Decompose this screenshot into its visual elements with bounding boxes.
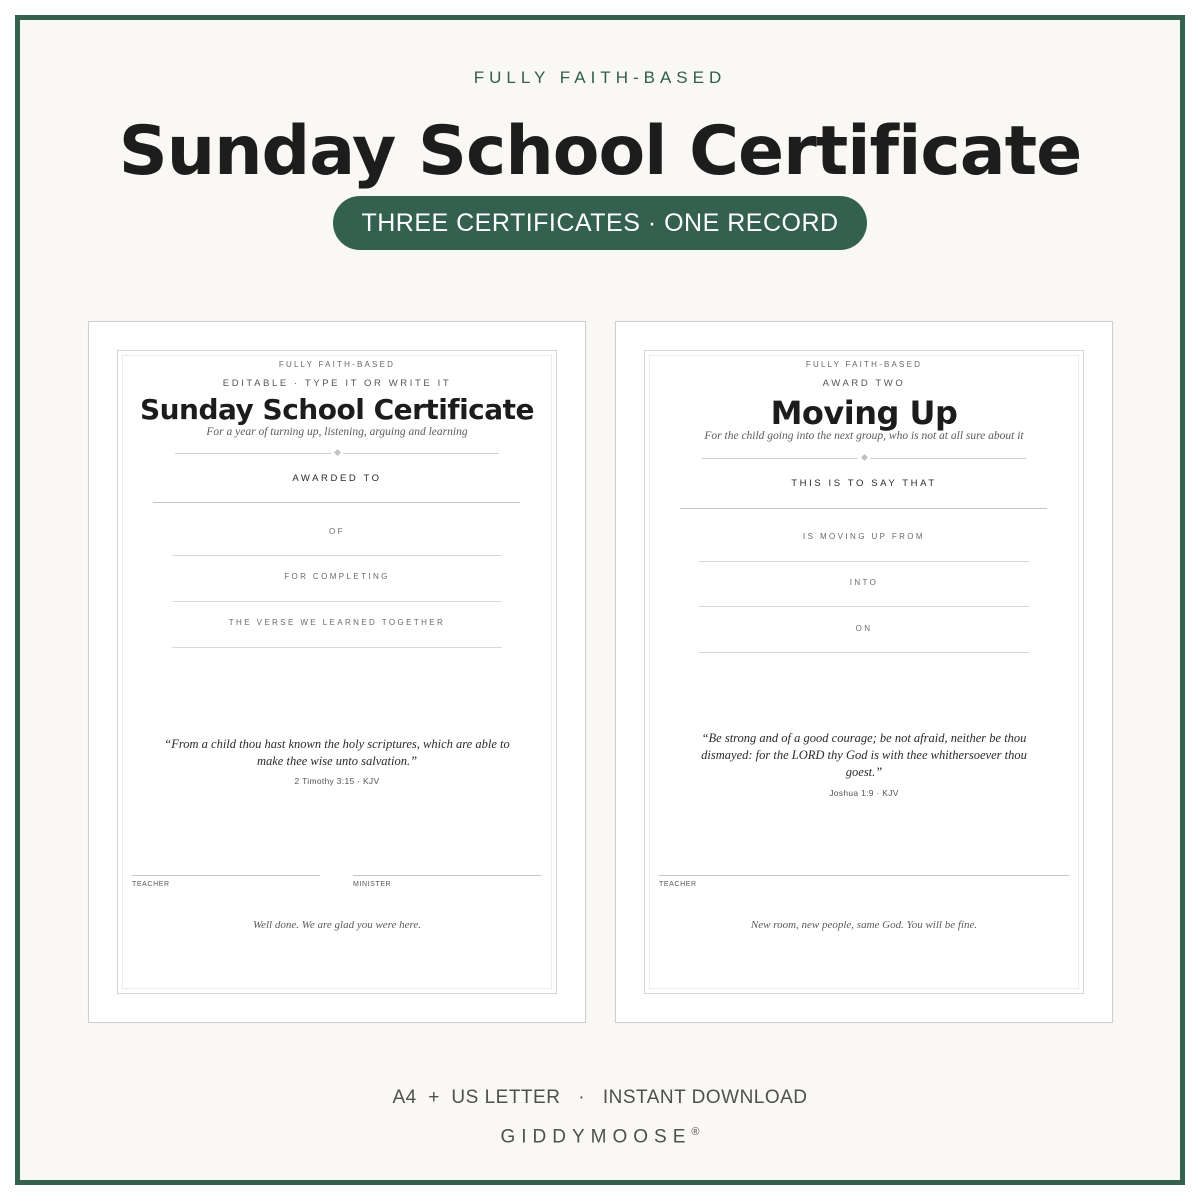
signature-line — [353, 875, 541, 876]
ornament-divider — [702, 454, 1026, 464]
format-info — [20, 1087, 1180, 1109]
brand-wordmark — [20, 1126, 1180, 1148]
scripture-verse-line: “From a child thou hast known the holy scriptures, which are able to — [164, 737, 510, 751]
certificate-kicker: EDITABLE · TYPE IT OR WRITE IT — [222, 378, 452, 389]
certificate-kicker: AWARD TWO — [822, 378, 906, 389]
delivery-info: INSTANT DOWNLOAD — [602, 1087, 808, 1108]
scripture-verse-line: dismayed: for the LORD thy God is with thee whithersoever thou — [701, 748, 1027, 762]
field-label: FOR COMPLETING — [284, 572, 390, 581]
certificate-title: Sunday School Certificate — [139, 393, 535, 426]
name-line — [680, 508, 1047, 509]
trademark-symbol: ® — [691, 1126, 700, 1138]
field-line — [699, 606, 1029, 607]
field-line — [172, 601, 502, 602]
signature-label-minister: MINISTER — [353, 881, 392, 888]
scripture-citation: Joshua 1:9 · KJV — [829, 788, 899, 798]
ornament-divider — [175, 449, 499, 459]
brand-name: GIDDYMOOSE — [500, 1126, 692, 1148]
scripture-verse-line: make thee wise unto salvation.” — [256, 754, 418, 768]
set-badge: THREE CERTIFICATES · ONE RECORD — [333, 196, 867, 250]
certificate-title: Moving Up — [770, 394, 958, 432]
product-frame — [15, 15, 1185, 1185]
certificate-eyebrow: FULLY FAITH-BASED — [805, 360, 923, 369]
certificate-subtitle: For the child going into the next group, who is not at all sure about it — [704, 430, 1024, 442]
closing-line: Well done. We are glad you were here. — [252, 919, 422, 931]
name-line — [153, 502, 520, 503]
page-title: Sunday School Certificate — [118, 112, 1082, 191]
scripture-verse-line: goest.” — [845, 765, 883, 779]
certificate-preview-moving-up — [615, 321, 1113, 1023]
field-label: INTO — [849, 578, 879, 587]
signature-label-teacher: TEACHER — [132, 881, 170, 888]
field-label: ON — [855, 624, 873, 633]
header-eyebrow: FULLY FAITH-BASED — [473, 68, 727, 87]
field-label: IS MOVING UP FROM — [803, 532, 925, 541]
this-is-to-say-label: THIS IS TO SAY THAT — [791, 478, 937, 489]
signature-line — [132, 875, 320, 876]
signature-line — [659, 875, 1069, 876]
field-label: OF — [329, 527, 345, 536]
field-line — [699, 652, 1029, 653]
field-line — [699, 561, 1029, 562]
footer-separator: · — [578, 1087, 586, 1108]
signature-label-teacher: TEACHER — [659, 881, 697, 888]
scripture-citation: 2 Timothy 3:15 · KJV — [294, 776, 380, 786]
awarded-to-label: AWARDED TO — [292, 473, 382, 484]
certificate-inner-border — [649, 355, 1079, 989]
certificate-preview-sunday-school — [88, 321, 586, 1023]
field-line — [172, 555, 502, 556]
paper-formats: A4 + US LETTER — [392, 1087, 561, 1108]
certificate-eyebrow: FULLY FAITH-BASED — [278, 360, 396, 369]
certificate-subtitle: For a year of turning up, listening, arguing and learning — [206, 426, 468, 438]
field-line — [172, 647, 502, 648]
scripture-verse-line: “Be strong and of a good courage; be not afraid, neither be thou — [701, 731, 1027, 745]
closing-line: New room, new people, same God. You will be fine. — [750, 919, 978, 931]
field-label: THE VERSE WE LEARNED TOGETHER — [228, 618, 446, 627]
